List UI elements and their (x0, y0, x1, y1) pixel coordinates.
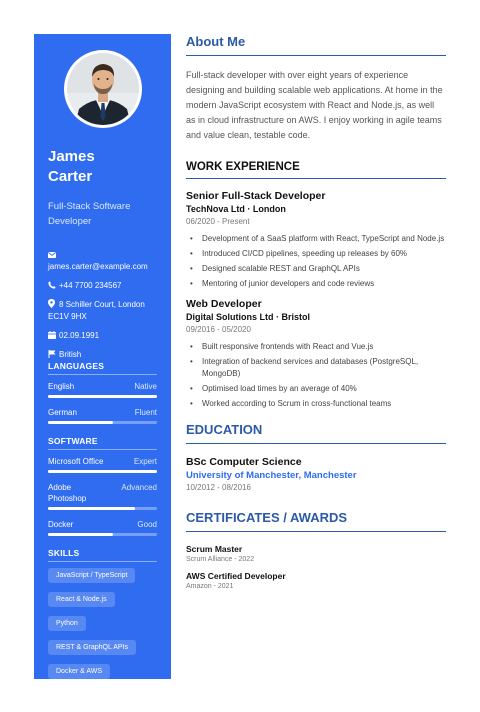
job-role: Web Developer (186, 298, 262, 310)
job-role: Senior Full-Stack Developer (186, 190, 326, 202)
software-name: Microsoft Office (48, 457, 104, 467)
avatar (67, 53, 139, 125)
software-item (48, 456, 157, 473)
skill-chip: React & Node.js (48, 592, 115, 607)
list-item: • Introduced CI/CD pipelines, speeding up releases by 60% (186, 248, 446, 260)
phone-text: +44 7700 234567 (59, 281, 122, 291)
address-text: 8 Schiller Court, London EC1V 9HX (48, 300, 145, 322)
list-item: • Built responsive frontends with React and Vue.js (186, 341, 446, 353)
skill-chip: Docker & AWS (48, 664, 110, 679)
skills-section (48, 548, 157, 712)
education-heading: EDUCATION (186, 422, 446, 444)
education-school: University of Manchester, Manchester (186, 470, 357, 481)
phone-icon (48, 280, 59, 292)
location-pin-icon (48, 299, 59, 311)
software-item (48, 519, 157, 536)
last-name: Carter (48, 168, 93, 185)
software-heading: SOFTWARE (48, 436, 157, 450)
about-heading: About Me (186, 34, 446, 56)
job-dates: 09/2016 - 05/2020 (186, 325, 251, 334)
email-text: james.carter@example.com (48, 262, 148, 271)
list-item: • Development of a SaaS platform with React, TypeScript and Node.js (186, 233, 446, 245)
certificate-name: AWS Certified Developer (186, 571, 286, 581)
certificate-name: Scrum Master (186, 544, 243, 554)
education-section (186, 422, 446, 494)
skill-chip: JavaScript / TypeScript (48, 568, 135, 583)
certificate-issuer: Scrum Alliance - 2022 (186, 556, 255, 563)
certificate-item (186, 544, 446, 565)
languages-heading: LANGUAGES (48, 361, 157, 375)
contact-info (48, 249, 157, 361)
experience-heading: WORK EXPERIENCE (186, 161, 446, 179)
language-level-bar (48, 395, 157, 398)
education-degree: BSc Computer Science (186, 456, 302, 468)
flag-icon (48, 349, 59, 361)
about-section (186, 34, 446, 143)
full-name (48, 147, 157, 187)
software-item (48, 482, 157, 510)
certificates-section (186, 510, 446, 592)
job-bullets (186, 233, 446, 290)
software-level: Advanced (121, 483, 157, 493)
avatar-frame (64, 50, 142, 128)
software-level-bar (48, 470, 157, 473)
language-name: English (48, 382, 75, 392)
list-item: • Optimised load times by an average of 40% (186, 383, 446, 395)
about-text: Full-stack developer with over eight years of experience designing and building scalable web applications. At home in the modern JavaScript ecosystem with React and Node.js, as well as in cloud infrastructure on AWS. I enjoy working in agile teams and value clean, testable code. (186, 70, 443, 140)
skill-chip: Python (48, 616, 86, 631)
job-title: Full-Stack Software Developer (48, 201, 131, 227)
contact-email[interactable] (48, 249, 157, 273)
list-item: • Worked according to Scrum in cross-functional teams (186, 398, 446, 410)
first-name: James (48, 148, 95, 165)
nationality-text: British (59, 350, 82, 360)
certificates-heading: CERTIFICATES / AWARDS (186, 510, 446, 532)
education-dates: 10/2012 - 08/2016 (186, 483, 251, 492)
software-level: Expert (133, 457, 157, 467)
software-level-bar (48, 507, 157, 510)
skills-heading: SKILLS (48, 548, 157, 562)
list-item: • Integration of backend services and databases (PostgreSQL, MongoDB) (186, 356, 446, 380)
list-item: • Mentoring of junior developers and code reviews (186, 278, 446, 290)
contact-nationality (48, 349, 157, 361)
mail-icon (48, 249, 157, 261)
software-section (48, 436, 157, 536)
experience-section (186, 161, 446, 410)
language-name: German (48, 408, 77, 418)
main-column (186, 34, 446, 592)
sidebar (34, 34, 171, 700)
software-level: Good (137, 520, 157, 530)
contact-address (48, 299, 157, 323)
birthdate-text: 02.09.1991 (59, 331, 100, 341)
job-company: Digital Solutions Ltd · Bristol (186, 312, 310, 322)
language-level: Native (134, 382, 157, 392)
job-entry (186, 297, 446, 410)
job-bullets (186, 341, 446, 410)
language-level: Fluent (134, 408, 157, 418)
software-name: Docker (48, 520, 74, 530)
job-dates: 06/2020 - Present (186, 217, 250, 226)
skill-chip: Git & CI/CD (48, 688, 101, 703)
calendar-icon (48, 330, 59, 342)
skill-chip: REST & GraphQL APIs (48, 640, 136, 655)
languages-section (48, 361, 157, 424)
language-level-bar (48, 421, 157, 424)
contact-phone[interactable] (48, 280, 157, 292)
job-company: TechNova Ltd · London (186, 204, 286, 214)
software-name: Adobe Photoshop (48, 483, 87, 504)
software-level-bar (48, 533, 157, 536)
language-item (48, 381, 157, 398)
contact-birthdate (48, 330, 157, 342)
job-entry (186, 189, 446, 290)
certificate-issuer: Amazon - 2021 (186, 583, 234, 590)
language-item (48, 407, 157, 424)
list-item: • Designed scalable REST and GraphQL APIs (186, 263, 446, 275)
certificate-item (186, 571, 446, 592)
